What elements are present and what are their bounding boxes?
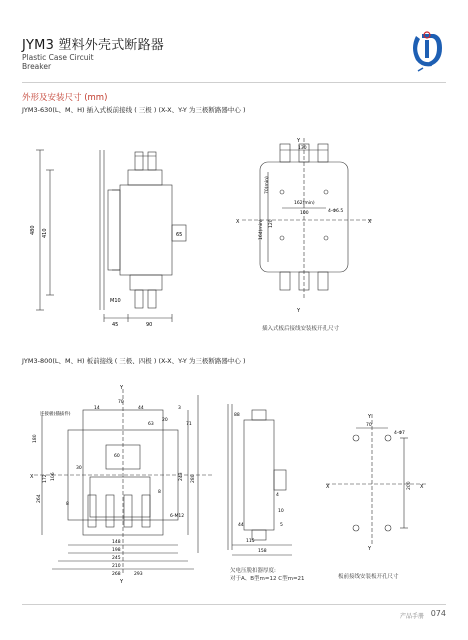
dim-164min: 164(min) xyxy=(259,219,264,240)
dim2-3: 3 xyxy=(178,406,181,411)
dim2-10: 10 xyxy=(278,509,284,514)
dim2-8b: 8 xyxy=(158,490,161,495)
dim2-264: 264 xyxy=(37,494,42,503)
dim2-44: 44 xyxy=(138,406,144,411)
dim2-x-left: X xyxy=(30,474,34,480)
drawing-1-side-view xyxy=(30,130,210,330)
dim2-63: 63 xyxy=(148,422,154,427)
dim-x-left: X xyxy=(236,219,240,225)
drawing-2-front-view xyxy=(28,385,218,585)
drawing-1-note: 插入式板后接线安装板开孔尺寸 xyxy=(262,326,340,332)
dim-y-top: Y xyxy=(297,138,301,144)
drawing-2-side-view xyxy=(222,400,312,570)
dim-x-right: X xyxy=(368,219,372,225)
dim-480: 480 xyxy=(30,225,36,235)
dim2-115: 115 xyxy=(246,539,255,544)
voltage-note-line-2: 对于A、B型m=12 C型m=21 xyxy=(230,576,305,582)
dim-162min: 162(min) xyxy=(294,201,315,206)
dim2-198: 198 xyxy=(112,548,121,553)
dim2-60: 60 xyxy=(114,454,120,459)
dim2-106: 106 xyxy=(51,472,56,481)
header-divider xyxy=(22,82,446,83)
dim2-268: 268 xyxy=(112,572,121,577)
dim-65: 65 xyxy=(176,232,183,238)
footer-label: 产品手册 xyxy=(399,613,424,620)
footer-divider xyxy=(22,604,446,605)
dim-m10: M10 xyxy=(110,298,121,304)
dim-4-phi-6-5: 4-Φ6.5 xyxy=(328,209,344,214)
dim3-70: 70 xyxy=(366,423,372,428)
drawing-1-mount-view xyxy=(232,132,382,317)
dim2-71: 71 xyxy=(186,422,192,427)
dim2-70: 70 xyxy=(118,400,124,405)
dim2-158: 158 xyxy=(258,549,267,554)
dim2-88: 88 xyxy=(234,413,240,418)
dim-y-bottom: Y xyxy=(297,308,301,314)
drawing-1-caption: JYM3-630(L、M、H) 插入式板前接线 ( 三极 ) (X-X、Y-Y 为三极断路器中心 ) xyxy=(22,106,246,114)
subtitle-line-1: Plastic Case Circuit xyxy=(22,53,94,62)
drawing-2-caption: JYM3-800(L、M、H) 板前接线 ( 三极、四极 ) (X-X、Y-Y 为三极断路器中心 ) xyxy=(22,357,246,365)
dim3-200: 200 xyxy=(407,481,412,490)
dim-120: 120 xyxy=(269,219,274,228)
company-logo xyxy=(408,28,444,72)
dim-130: 130 xyxy=(298,146,307,151)
voltage-note-line-1: 欠电压脱扣器厚度: xyxy=(230,568,276,574)
dim2-180: 180 xyxy=(33,434,38,443)
page-title: JYM3 塑料外壳式断路器 xyxy=(22,38,164,53)
dim2-6-m12: 6-M12 xyxy=(170,514,185,519)
dim2-8: 8 xyxy=(66,502,69,507)
dim2-210: 210 xyxy=(112,564,121,569)
dim3-4-phi-7: 4-Φ7 xyxy=(394,431,405,436)
dim2-30: 30 xyxy=(76,466,82,471)
dim3-x-right: X xyxy=(420,484,424,490)
dim3-y-bottom: Y xyxy=(368,546,372,550)
dim-90: 90 xyxy=(146,322,153,328)
dim3-y-top: Y xyxy=(368,414,372,420)
subtitle-line-2: Breaker xyxy=(22,62,52,71)
dim2-245: 245 xyxy=(112,556,121,561)
section-heading: 外形及安装尺寸 (mm) xyxy=(22,93,108,103)
dim2-5: 5 xyxy=(280,523,283,528)
dim2-293: 293 xyxy=(134,572,143,577)
dim-410: 410 xyxy=(42,228,48,238)
dim2-y-top: Y xyxy=(120,385,124,391)
dim2-14: 14 xyxy=(94,406,100,411)
dim2-44b: 44 xyxy=(238,523,244,528)
dim2-280: 280 xyxy=(191,474,196,483)
dim-100: 100 xyxy=(300,211,309,216)
connector-label: 连接板(插拔件) xyxy=(40,412,71,417)
page-number: 074 xyxy=(430,609,446,618)
dim3-x-left: X xyxy=(326,484,330,490)
dim2-148: 148 xyxy=(112,540,121,545)
dim2-20: 20 xyxy=(162,418,168,423)
dim-45: 45 xyxy=(112,322,119,328)
dim2-4: 4 xyxy=(276,493,279,498)
drawing-2-mount-view xyxy=(322,410,432,550)
dim2-y-bottom: Y xyxy=(120,579,124,585)
dim2-243: 243 xyxy=(179,472,184,481)
dim2-172: 172 xyxy=(43,474,48,483)
dim-70min: 70(min) xyxy=(265,176,270,194)
drawing-2-note: 板前接线安装板开孔尺寸 xyxy=(338,574,399,580)
